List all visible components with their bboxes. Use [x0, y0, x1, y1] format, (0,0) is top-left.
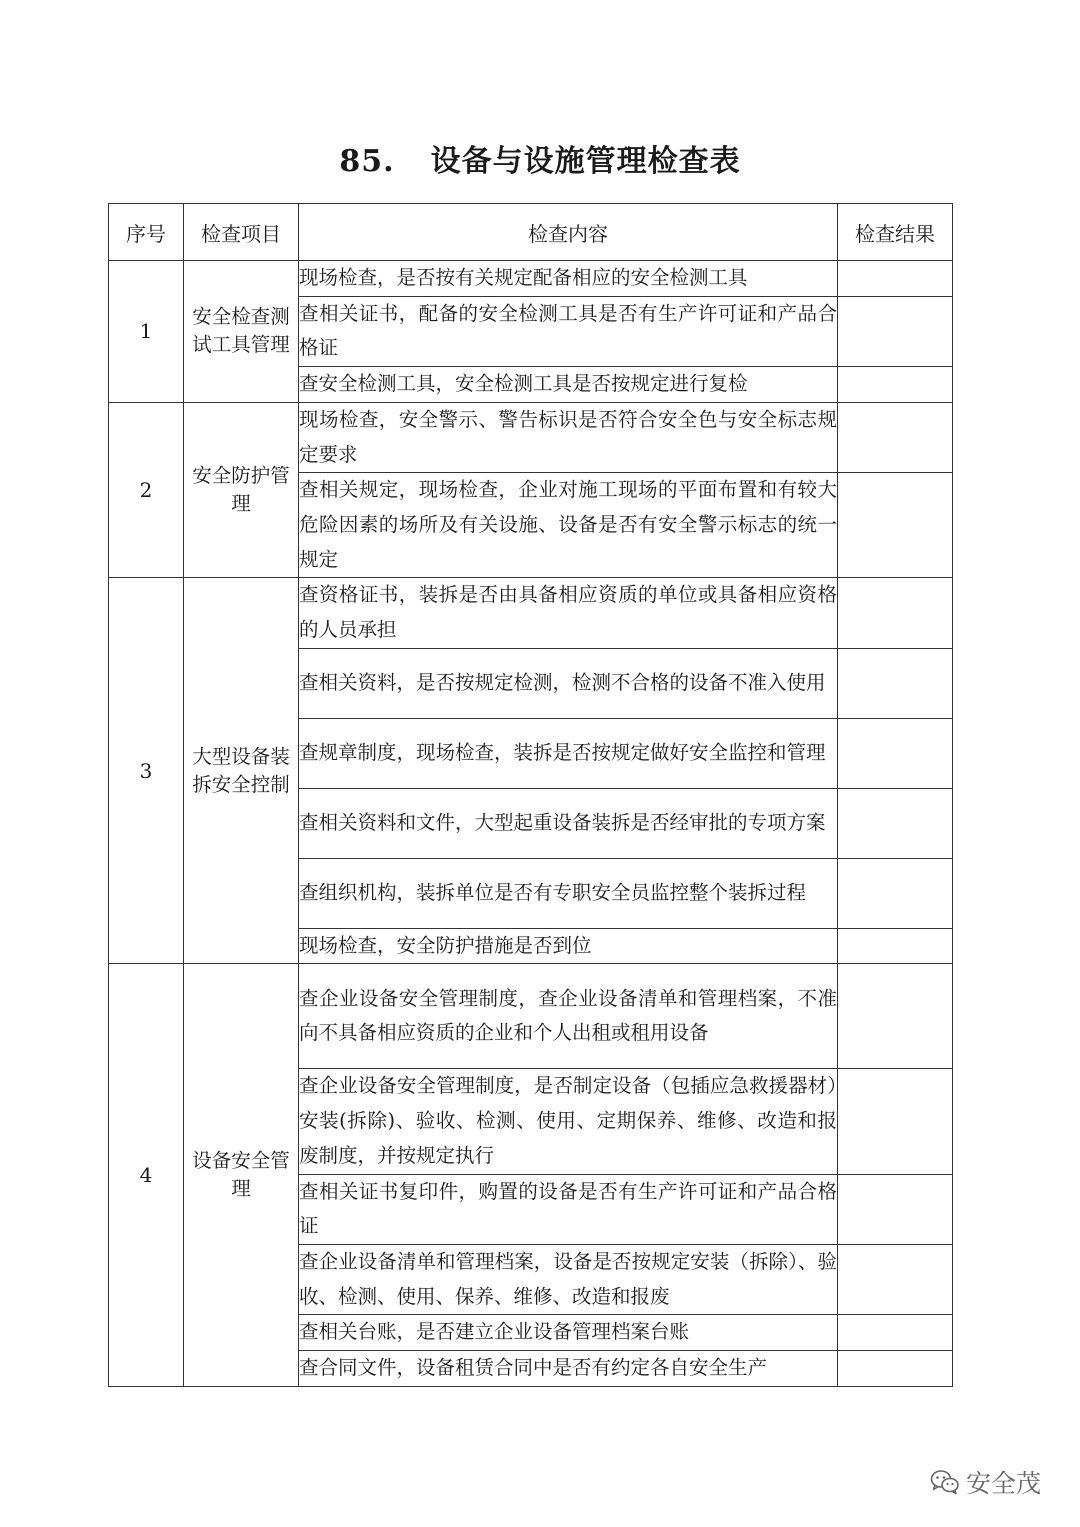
- table-row: [109, 402, 953, 472]
- header-content: 检查内容: [299, 204, 838, 261]
- watermark: [930, 1462, 1041, 1502]
- result-cell[interactable]: [838, 261, 953, 297]
- group-item: 安全检查测试工具管理: [184, 261, 299, 403]
- title-text: 设备与设施管理检查表: [430, 144, 741, 179]
- group-seq: 2: [109, 402, 184, 578]
- result-cell[interactable]: [838, 964, 953, 1069]
- table-row: [109, 261, 953, 297]
- check-content: 查相关规定，现场检查，企业对施工现场的平面布置和有较大危险因素的场所及有关设施、设备是否有安全警示标志的统一规定: [299, 473, 838, 578]
- result-cell[interactable]: [838, 1351, 953, 1387]
- check-content: 查相关台账，是否建立企业设备管理档案台账: [299, 1315, 838, 1351]
- check-content: 查相关证书，配备的安全检测工具是否有生产许可证和产品合格证: [299, 296, 838, 366]
- check-content: 现场检查，安全警示、警告标识是否符合安全色与安全标志规定要求: [299, 402, 838, 472]
- group-item: 设备安全管理: [184, 964, 299, 1386]
- header-seq: 序号: [109, 204, 184, 261]
- result-cell[interactable]: [838, 367, 953, 403]
- check-content: 查企业设备清单和管理档案，设备是否按规定安装（拆除）、验收、检测、使用、保养、维修、改造和报废: [299, 1244, 838, 1314]
- check-content: 查相关证书复印件，购置的设备是否有生产许可证和产品合格证: [299, 1174, 838, 1244]
- result-cell[interactable]: [838, 1069, 953, 1174]
- result-cell[interactable]: [838, 296, 953, 366]
- inspection-table: [108, 203, 953, 1387]
- check-content: 查安全检测工具，安全检测工具是否按规定进行复检: [299, 367, 838, 403]
- check-content: 现场检查，安全防护措施是否到位: [299, 928, 838, 964]
- group-item: 安全防护管理: [184, 402, 299, 578]
- table-row: [109, 964, 953, 1069]
- group-seq: 3: [109, 578, 184, 964]
- check-content: 查相关资料和文件，大型起重设备装拆是否经审批的专项方案: [299, 788, 838, 858]
- page-title: [0, 140, 1080, 184]
- group-seq: 4: [109, 964, 184, 1386]
- wechat-icon: [930, 1469, 960, 1495]
- check-content: 查相关资料，是否按规定检测，检测不合格的设备不准入使用: [299, 648, 838, 718]
- result-cell[interactable]: [838, 718, 953, 788]
- check-content: 查组织机构，装拆单位是否有专职安全员监控整个装拆过程: [299, 858, 838, 928]
- result-cell[interactable]: [838, 578, 953, 648]
- check-content: 查企业设备安全管理制度，查企业设备清单和管理档案，不准向不具备相应资质的企业和个人出租或租用设备: [299, 964, 838, 1069]
- check-content: 查合同文件，设备租赁合同中是否有约定各自安全生产: [299, 1351, 838, 1387]
- table-row: [109, 578, 953, 648]
- check-content: 查企业设备安全管理制度，是否制定设备（包插应急救援器材）安装(拆除)、验收、检测、使用、定期保养、维修、改造和报废制度，并按规定执行: [299, 1069, 838, 1174]
- check-content: 查资格证书，装拆是否由具备相应资质的单位或具备相应资格的人员承担: [299, 578, 838, 648]
- result-cell[interactable]: [838, 402, 953, 472]
- group-item: 大型设备装拆安全控制: [184, 578, 299, 964]
- watermark-text: 安全茂: [966, 1469, 1042, 1498]
- result-cell[interactable]: [838, 928, 953, 964]
- result-cell[interactable]: [838, 858, 953, 928]
- header-item: 检查项目: [184, 204, 299, 261]
- result-cell[interactable]: [838, 1174, 953, 1244]
- check-content: 查规章制度，现场检查，装拆是否按规定做好安全监控和管理: [299, 718, 838, 788]
- group-seq: 1: [109, 261, 184, 403]
- result-cell[interactable]: [838, 1244, 953, 1314]
- result-cell[interactable]: [838, 648, 953, 718]
- header-result: 检查结果: [838, 204, 953, 261]
- check-content: 现场检查，是否按有关规定配备相应的安全检测工具: [299, 261, 838, 297]
- table-header-row: [109, 204, 953, 261]
- result-cell[interactable]: [838, 473, 953, 578]
- result-cell[interactable]: [838, 1315, 953, 1351]
- title-number: 85.: [339, 144, 395, 179]
- result-cell[interactable]: [838, 788, 953, 858]
